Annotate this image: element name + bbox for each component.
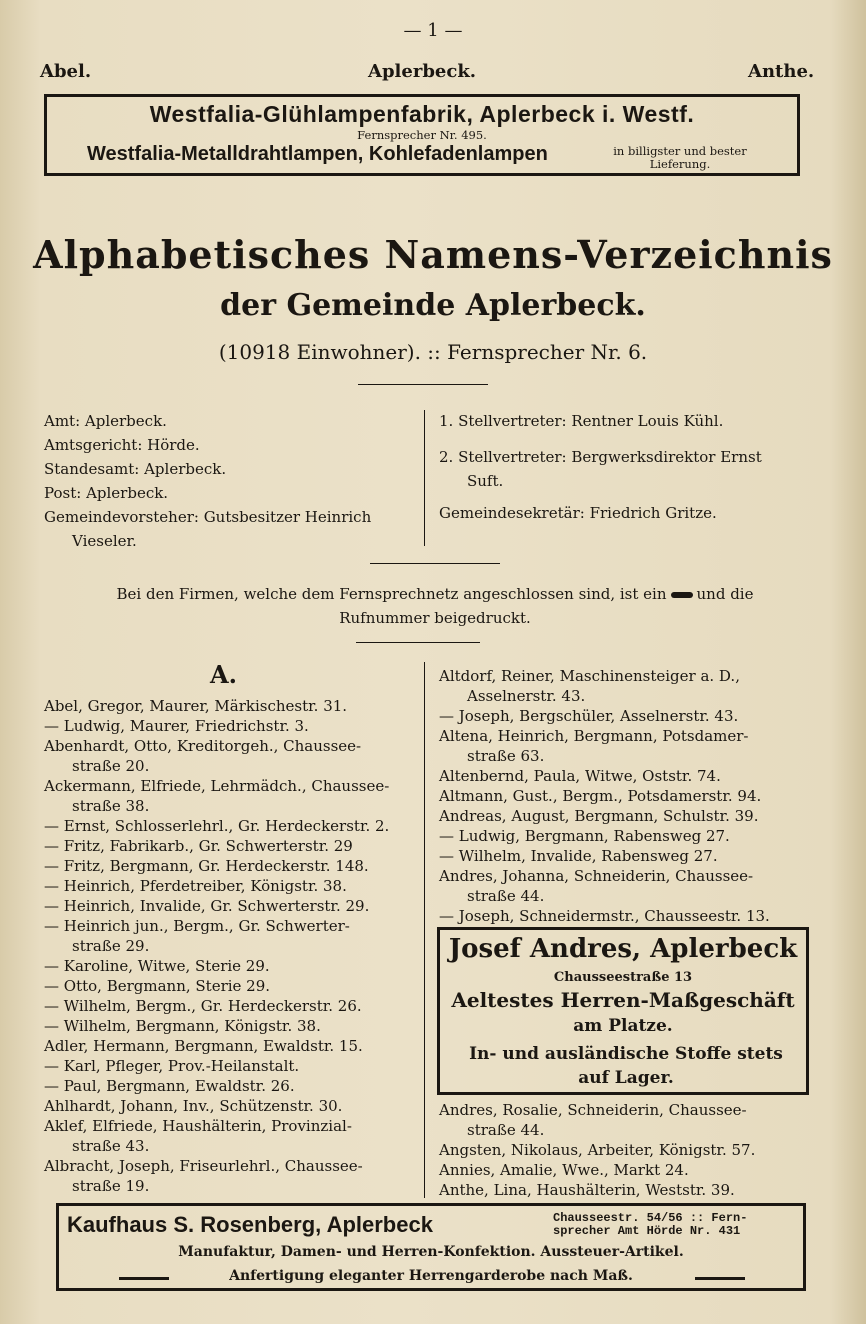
entries-right-column — [439, 666, 811, 926]
directory-entry — [439, 666, 811, 706]
ad-rosenberg-name: Kaufhaus S. Rosenberg, Aplerbeck — [67, 1212, 433, 1237]
info-line: Amtsgericht: Hörde. — [44, 436, 200, 454]
entry-text: Abenhardt, Otto, Kreditorgeh., Chaussee- — [44, 737, 362, 755]
directory-entry — [439, 866, 811, 906]
directory-entry — [44, 696, 414, 716]
ad-rosenberg-products: Manufaktur, Damen- und Herren-Konfektion. Aussteuer-Artikel. — [178, 1244, 684, 1260]
divider — [356, 642, 480, 643]
directory-entry — [44, 1156, 414, 1196]
ad-rosenberg-tailoring: Anfertigung eleganter Herrengarderobe nach Maß. — [229, 1268, 633, 1284]
entry-text: Andreas, August, Bergmann, Schulstr. 39. — [439, 807, 759, 825]
entry-text: Altmann, Gust., Bergm., Potsdamerstr. 94. — [439, 787, 762, 805]
ad-andres-slogan: Aeltestes Herren-Maßgeschäft — [451, 988, 795, 1012]
entry-text: Abel, Gregor, Maurer, Märkischestr. 31. — [44, 697, 348, 715]
ad-westfalia-title: Westfalia-Glühlampenfabrik, Aplerbeck i. Westf. — [149, 101, 695, 127]
entry-continuation: Asselnerstr. 43. — [467, 687, 586, 705]
directory-entry — [44, 716, 414, 736]
entry-text: Albracht, Joseph, Friseurlehrl., Chaussee- — [44, 1157, 363, 1175]
note-text-line2: Rufnummer beigedruckt. — [339, 609, 531, 627]
entry-text: — Wilhelm, Bergm., Gr. Herdeckerstr. 26. — [44, 997, 362, 1015]
entry-text: — Ludwig, Bergmann, Rabensweg 27. — [439, 827, 730, 845]
entry-text: Anthe, Lina, Haushälterin, Weststr. 39. — [439, 1181, 735, 1199]
entries-left-column — [44, 696, 414, 1196]
entry-text: Adler, Hermann, Bergmann, Ewaldstr. 15. — [44, 1037, 363, 1055]
ad-westfalia-note — [595, 145, 765, 171]
entry-text: Annies, Amalie, Wwe., Markt 24. — [439, 1161, 689, 1179]
section-letter: A. — [210, 660, 237, 689]
info-line: Gemeindesekretär: Friedrich Gritze. — [439, 504, 717, 522]
telephone-note — [40, 582, 830, 630]
column-divider — [424, 662, 425, 1198]
ad-andres-address: Chausseestraße 13 — [553, 970, 693, 985]
directory-entry — [439, 906, 811, 926]
page-subtitle: der Gemeinde Aplerbeck. — [220, 288, 646, 323]
directory-entry — [439, 706, 811, 726]
directory-entry — [44, 1096, 414, 1116]
directory-entry — [44, 996, 414, 1016]
directory-entry — [439, 1140, 811, 1160]
divider — [370, 563, 500, 564]
ad-rosenberg-address-line2: sprecher Amt Hörde Nr. 431 — [553, 1224, 741, 1238]
entry-text: — Otto, Bergmann, Sterie 29. — [44, 977, 271, 995]
info-left — [44, 409, 424, 553]
ad-westfalia-products: Westfalia-Metalldrahtlampen, Kohlefadenlampen — [87, 143, 548, 165]
directory-entry — [44, 1056, 414, 1076]
note-text-before: Bei den Firmen, welche dem Fernsprechnetz angeschlossen sind, ist ein — [116, 585, 667, 603]
advertisement-andres — [437, 927, 809, 1095]
directory-entry — [44, 1076, 414, 1096]
ad-andres-fabrics: In- und ausländische Stoffe stets auf Lager. — [469, 1044, 783, 1088]
entry-text: Andres, Rosalie, Schneiderin, Chaussee- — [439, 1101, 747, 1119]
entry-text: — Joseph, Schneidermstr., Chausseestr. 13. — [439, 907, 770, 925]
info-line: Vieseler. — [72, 532, 137, 550]
decorative-dash — [695, 1277, 745, 1280]
directory-entry — [439, 846, 811, 866]
entry-text: — Karoline, Witwe, Sterie 29. — [44, 957, 270, 975]
info-line: Post: Aplerbeck. — [44, 484, 169, 502]
entry-text: — Wilhelm, Invalide, Rabensweg 27. — [439, 847, 718, 865]
directory-entry — [439, 1100, 811, 1140]
entry-text: Altenbernd, Paula, Witwe, Oststr. 74. — [439, 767, 721, 785]
entry-continuation: straße 44. — [467, 887, 545, 905]
directory-entry — [44, 776, 414, 816]
entry-text: — Ernst, Schlosserlehrl., Gr. Herdeckerstr. 2. — [44, 817, 390, 835]
ad-westfalia-phone: Fernsprecher Nr. 495. — [357, 128, 487, 142]
advertisement-rosenberg — [56, 1203, 806, 1291]
entry-text: Altena, Heinrich, Bergmann, Potsdamer- — [439, 727, 749, 745]
entry-text: — Ludwig, Maurer, Friedrichstr. 3. — [44, 717, 309, 735]
info-line: Gemeindevorsteher: Gutsbesitzer Heinrich — [44, 508, 372, 526]
entry-text: Ackermann, Elfriede, Lehrmädch., Chaussee- — [44, 777, 390, 795]
entry-continuation: straße 19. — [72, 1177, 150, 1195]
advertisement-westfalia — [44, 94, 800, 176]
entry-text: Aklef, Elfriede, Haushälterin, Provinzial- — [44, 1117, 352, 1135]
entry-continuation: straße 38. — [72, 797, 150, 815]
directory-entry — [44, 976, 414, 996]
entry-text: Ahlhardt, Johann, Inv., Schützenstr. 30. — [44, 1097, 343, 1115]
entry-text: Altdorf, Reiner, Maschinensteiger a. D., — [439, 667, 740, 685]
ad-andres-title: Josef Andres, Aplerbeck — [448, 934, 798, 964]
ad-andres-place: am Platze. — [573, 1016, 673, 1036]
directory-entry — [44, 1036, 414, 1056]
directory-entry — [439, 826, 811, 846]
entry-text: Andres, Johanna, Schneiderin, Chaussee- — [439, 867, 754, 885]
entry-continuation: straße 29. — [72, 937, 150, 955]
info-line: 2. Stellvertreter: Bergwerksdirektor Ernst — [439, 448, 762, 466]
entry-text: Angsten, Nikolaus, Arbeiter, Königstr. 57. — [439, 1141, 756, 1159]
ad-rosenberg-address-line1: Chausseestr. 54/56 :: Fern- — [553, 1211, 748, 1225]
directory-entry — [439, 766, 811, 786]
entry-text: — Paul, Bergmann, Ewaldstr. 26. — [44, 1077, 295, 1095]
info-line: Standesamt: Aplerbeck. — [44, 460, 227, 478]
info-line: Amt: Aplerbeck. — [44, 412, 167, 430]
entry-text: — Karl, Pfleger, Prov.-Heilanstalt. — [44, 1057, 300, 1075]
entry-text: — Heinrich, Pferdetreiber, Königstr. 38. — [44, 877, 347, 895]
directory-entry — [44, 816, 414, 836]
divider — [358, 384, 488, 385]
directory-entry — [439, 726, 811, 766]
page-title: Alphabetisches Namens-Verzeichnis — [33, 232, 833, 277]
entry-continuation: straße 44. — [467, 1121, 545, 1139]
directory-entry — [44, 736, 414, 776]
info-line: 1. Stellvertreter: Rentner Louis Kühl. — [439, 412, 724, 430]
note-text-after: und die — [696, 585, 754, 603]
directory-entry — [44, 916, 414, 956]
directory-entry — [44, 856, 414, 876]
entry-text: — Joseph, Bergschüler, Asselnerstr. 43. — [439, 707, 739, 725]
entries-right-column-continued — [439, 1100, 811, 1200]
running-head-center: Aplerbeck. — [368, 61, 477, 82]
directory-entry — [44, 876, 414, 896]
running-head-left: Abel. — [40, 61, 92, 82]
directory-entry — [44, 896, 414, 916]
directory-entry — [44, 956, 414, 976]
running-head-right: Anthe. — [748, 61, 815, 82]
directory-entry — [44, 836, 414, 856]
entry-continuation: straße 63. — [467, 747, 545, 765]
entry-text: — Heinrich, Invalide, Gr. Schwerterstr. 29. — [44, 897, 370, 915]
entry-continuation: straße 20. — [72, 757, 150, 775]
telephone-plug-icon — [671, 592, 693, 598]
population-line: (10918 Einwohner). :: Fernsprecher Nr. 6. — [218, 340, 648, 364]
entry-text: — Fritz, Bergmann, Gr. Herdeckerstr. 148. — [44, 857, 369, 875]
entry-text: — Heinrich jun., Bergm., Gr. Schwerter- — [44, 917, 350, 935]
directory-entry — [44, 1116, 414, 1156]
directory-entry — [439, 1180, 811, 1200]
entry-text: — Fritz, Fabrikarb., Gr. Schwerterstr. 29 — [44, 837, 353, 855]
page-number: — 1 — — [403, 20, 463, 41]
entry-text: — Wilhelm, Bergmann, Königstr. 38. — [44, 1017, 321, 1035]
ad-rosenberg-address — [553, 1212, 799, 1238]
directory-entry — [439, 1160, 811, 1180]
info-line: Suft. — [467, 472, 504, 490]
info-right — [439, 409, 819, 525]
column-divider — [424, 410, 425, 546]
directory-entry — [44, 1016, 414, 1036]
directory-entry — [439, 806, 811, 826]
directory-entry — [439, 786, 811, 806]
ad-westfalia-note-line2: Lieferung. — [649, 157, 711, 171]
entry-continuation: straße 43. — [72, 1137, 150, 1155]
ad-westfalia-note-line1: in billigster und bester — [613, 144, 747, 158]
